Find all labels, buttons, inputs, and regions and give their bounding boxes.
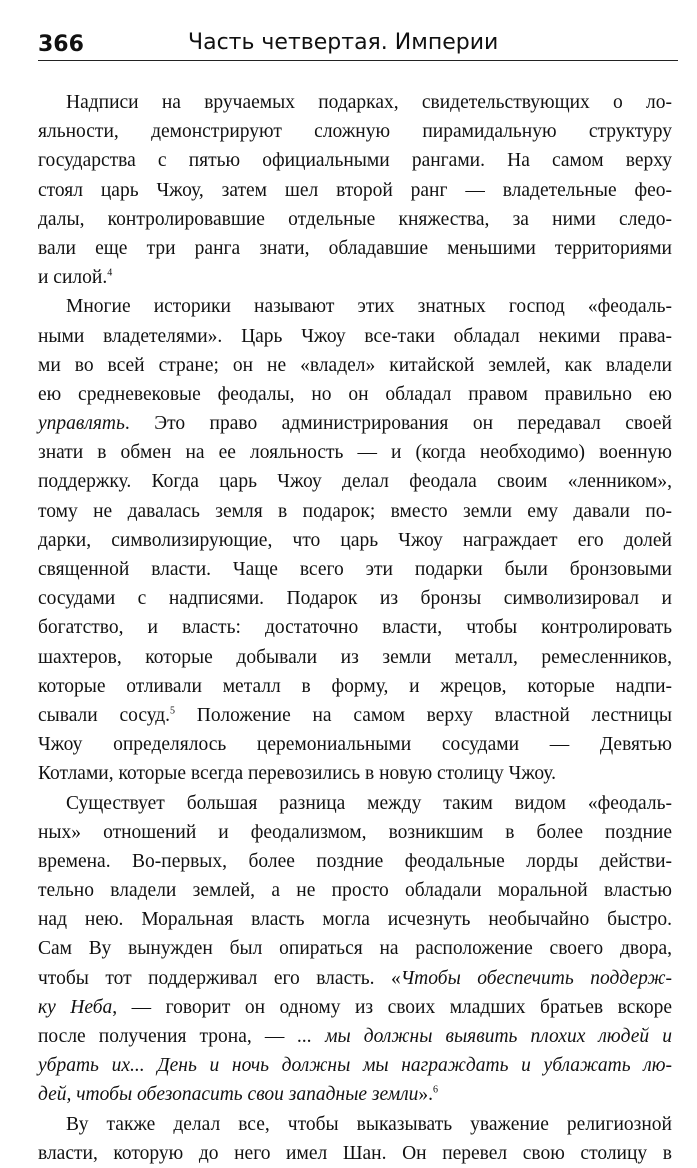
text-line: тельно владели землей, а не просто обладали моральной властью: [38, 880, 672, 902]
text-line: ными владетелями». Царь Чжоу все-таки обладал некими права-: [38, 325, 672, 347]
page-header: [38, 30, 678, 61]
page-number: 366: [38, 32, 84, 57]
text-line: которые отливали металл в форму, и жрецов, которые надпи-: [38, 675, 672, 697]
paragraph-3: [38, 789, 672, 1110]
line-text: Положение на самом верху властной лестницы: [175, 704, 672, 726]
text-line: Ву также делал все, чтобы выказывать уважение религиозной: [66, 1113, 672, 1135]
text-line: богатство, и власть: достаточно власти, чтобы контролировать: [38, 617, 672, 639]
text-line: [38, 263, 672, 292]
text-line: Надписи на вручаемых подарках, свидетельствующих о ло-: [66, 92, 672, 113]
text-line: яльности, демонстрируют сложную пирамидальную структуру: [38, 121, 672, 143]
text-line: далы, контролировавшие отдельные княжества, за ними следо-: [38, 208, 672, 230]
text-line: вали еще три ранга знати, обладавшие меньшими территориями: [38, 237, 672, 259]
text-line: знати в обмен на ее лояльность — и (когда необходимо) военную: [38, 442, 672, 464]
text-line: священной власти. Чаще всего эти подарки были бронзовыми: [38, 559, 672, 580]
line-text: и силой.: [38, 267, 108, 289]
text-line: времена. Во-первых, более поздние феодальные лорды действи-: [38, 850, 672, 872]
text-line: шахтеров, которые добывали из земли металл, ремесленников,: [38, 646, 672, 668]
text-line: [38, 1080, 672, 1109]
line-text: сывали сосуд.: [38, 704, 171, 726]
text-line: тому не давалась земля в подарок; вместо земли ему давали по-: [38, 500, 672, 522]
body-text: [38, 88, 672, 1168]
paragraph-4: [38, 1110, 672, 1168]
footnote-ref: 5: [170, 705, 176, 717]
text-line: Чжоу определялось церемониальными сосудами — Девятью: [38, 734, 672, 756]
italic-quote: Чтобы обеспечить поддерж-: [400, 967, 672, 989]
text-line: [38, 1051, 672, 1080]
line-text: , — говорит он одному из своих младших братьев вскоре: [112, 996, 672, 1018]
text-line: Существует большая разница между таким видом «феодаль-: [66, 792, 672, 814]
text-line: власти, которую до него имел Шан. Он перевел свою столицу в: [38, 1142, 672, 1164]
text-line: Многие историки называют этих знатных господ «феодаль-: [66, 296, 672, 318]
italic-quote: убрать их... День и ночь должны мы награждать и ублажать лю-: [38, 1055, 672, 1077]
text-line: [38, 964, 672, 993]
italic-quote: ку Неба: [38, 996, 113, 1018]
footnote-ref: 4: [107, 267, 113, 279]
text-line: [38, 993, 672, 1022]
line-text: после получения трона, —: [38, 1026, 298, 1047]
text-line: сосудами с надписями. Подарок из бронзы символизировал и: [38, 588, 672, 610]
text-line: стоял царь Чжоу, затем шел второй ранг — владетельные фео-: [38, 179, 672, 201]
text-line: [38, 701, 672, 730]
paragraph-2: [38, 292, 672, 788]
text-line: государства с пятью официальными рангами. На самом верху: [38, 150, 672, 172]
footnote-ref: 6: [433, 1084, 439, 1096]
text-line: [38, 1022, 672, 1051]
text-line: над нею. Моральная власть могла исчезнуть необычайно быстро.: [38, 909, 672, 931]
text-line: ных» отношений и феодализмом, возникшим в более поздние: [38, 821, 672, 843]
text-line: дарки, символизирующие, что царь Чжоу награждает его долей: [38, 529, 672, 551]
text-line: ми во всей стране; он не «владел» китайской землей, как владели: [38, 354, 672, 376]
italic-quote: ... мы должны выявить плохих людей и: [297, 1026, 672, 1047]
italic-quote: дей, чтобы обезопасить свои западные земли: [38, 1084, 419, 1106]
text-line: [38, 409, 672, 438]
line-text: . Это право администрирования он передавал своей: [124, 413, 672, 435]
text-line: Котлами, которые всегда перевозились в новую столицу Чжоу.: [38, 763, 556, 785]
text-line: Сам Ву вынужден был опираться на расположение своего двора,: [38, 938, 672, 960]
running-title: Часть четвертая. Империи: [188, 30, 499, 55]
text-line: ею средневековые феодалы, но он обладал правом правильно ею: [38, 383, 672, 405]
paragraph-1: [38, 88, 672, 292]
italic-word: управлять: [38, 413, 125, 435]
line-text: чтобы тот поддерживал его власть. «: [38, 967, 401, 989]
line-text: ».: [418, 1084, 434, 1106]
text-line: поддержку. Когда царь Чжоу делал феодала своим «ленником»,: [38, 471, 672, 493]
